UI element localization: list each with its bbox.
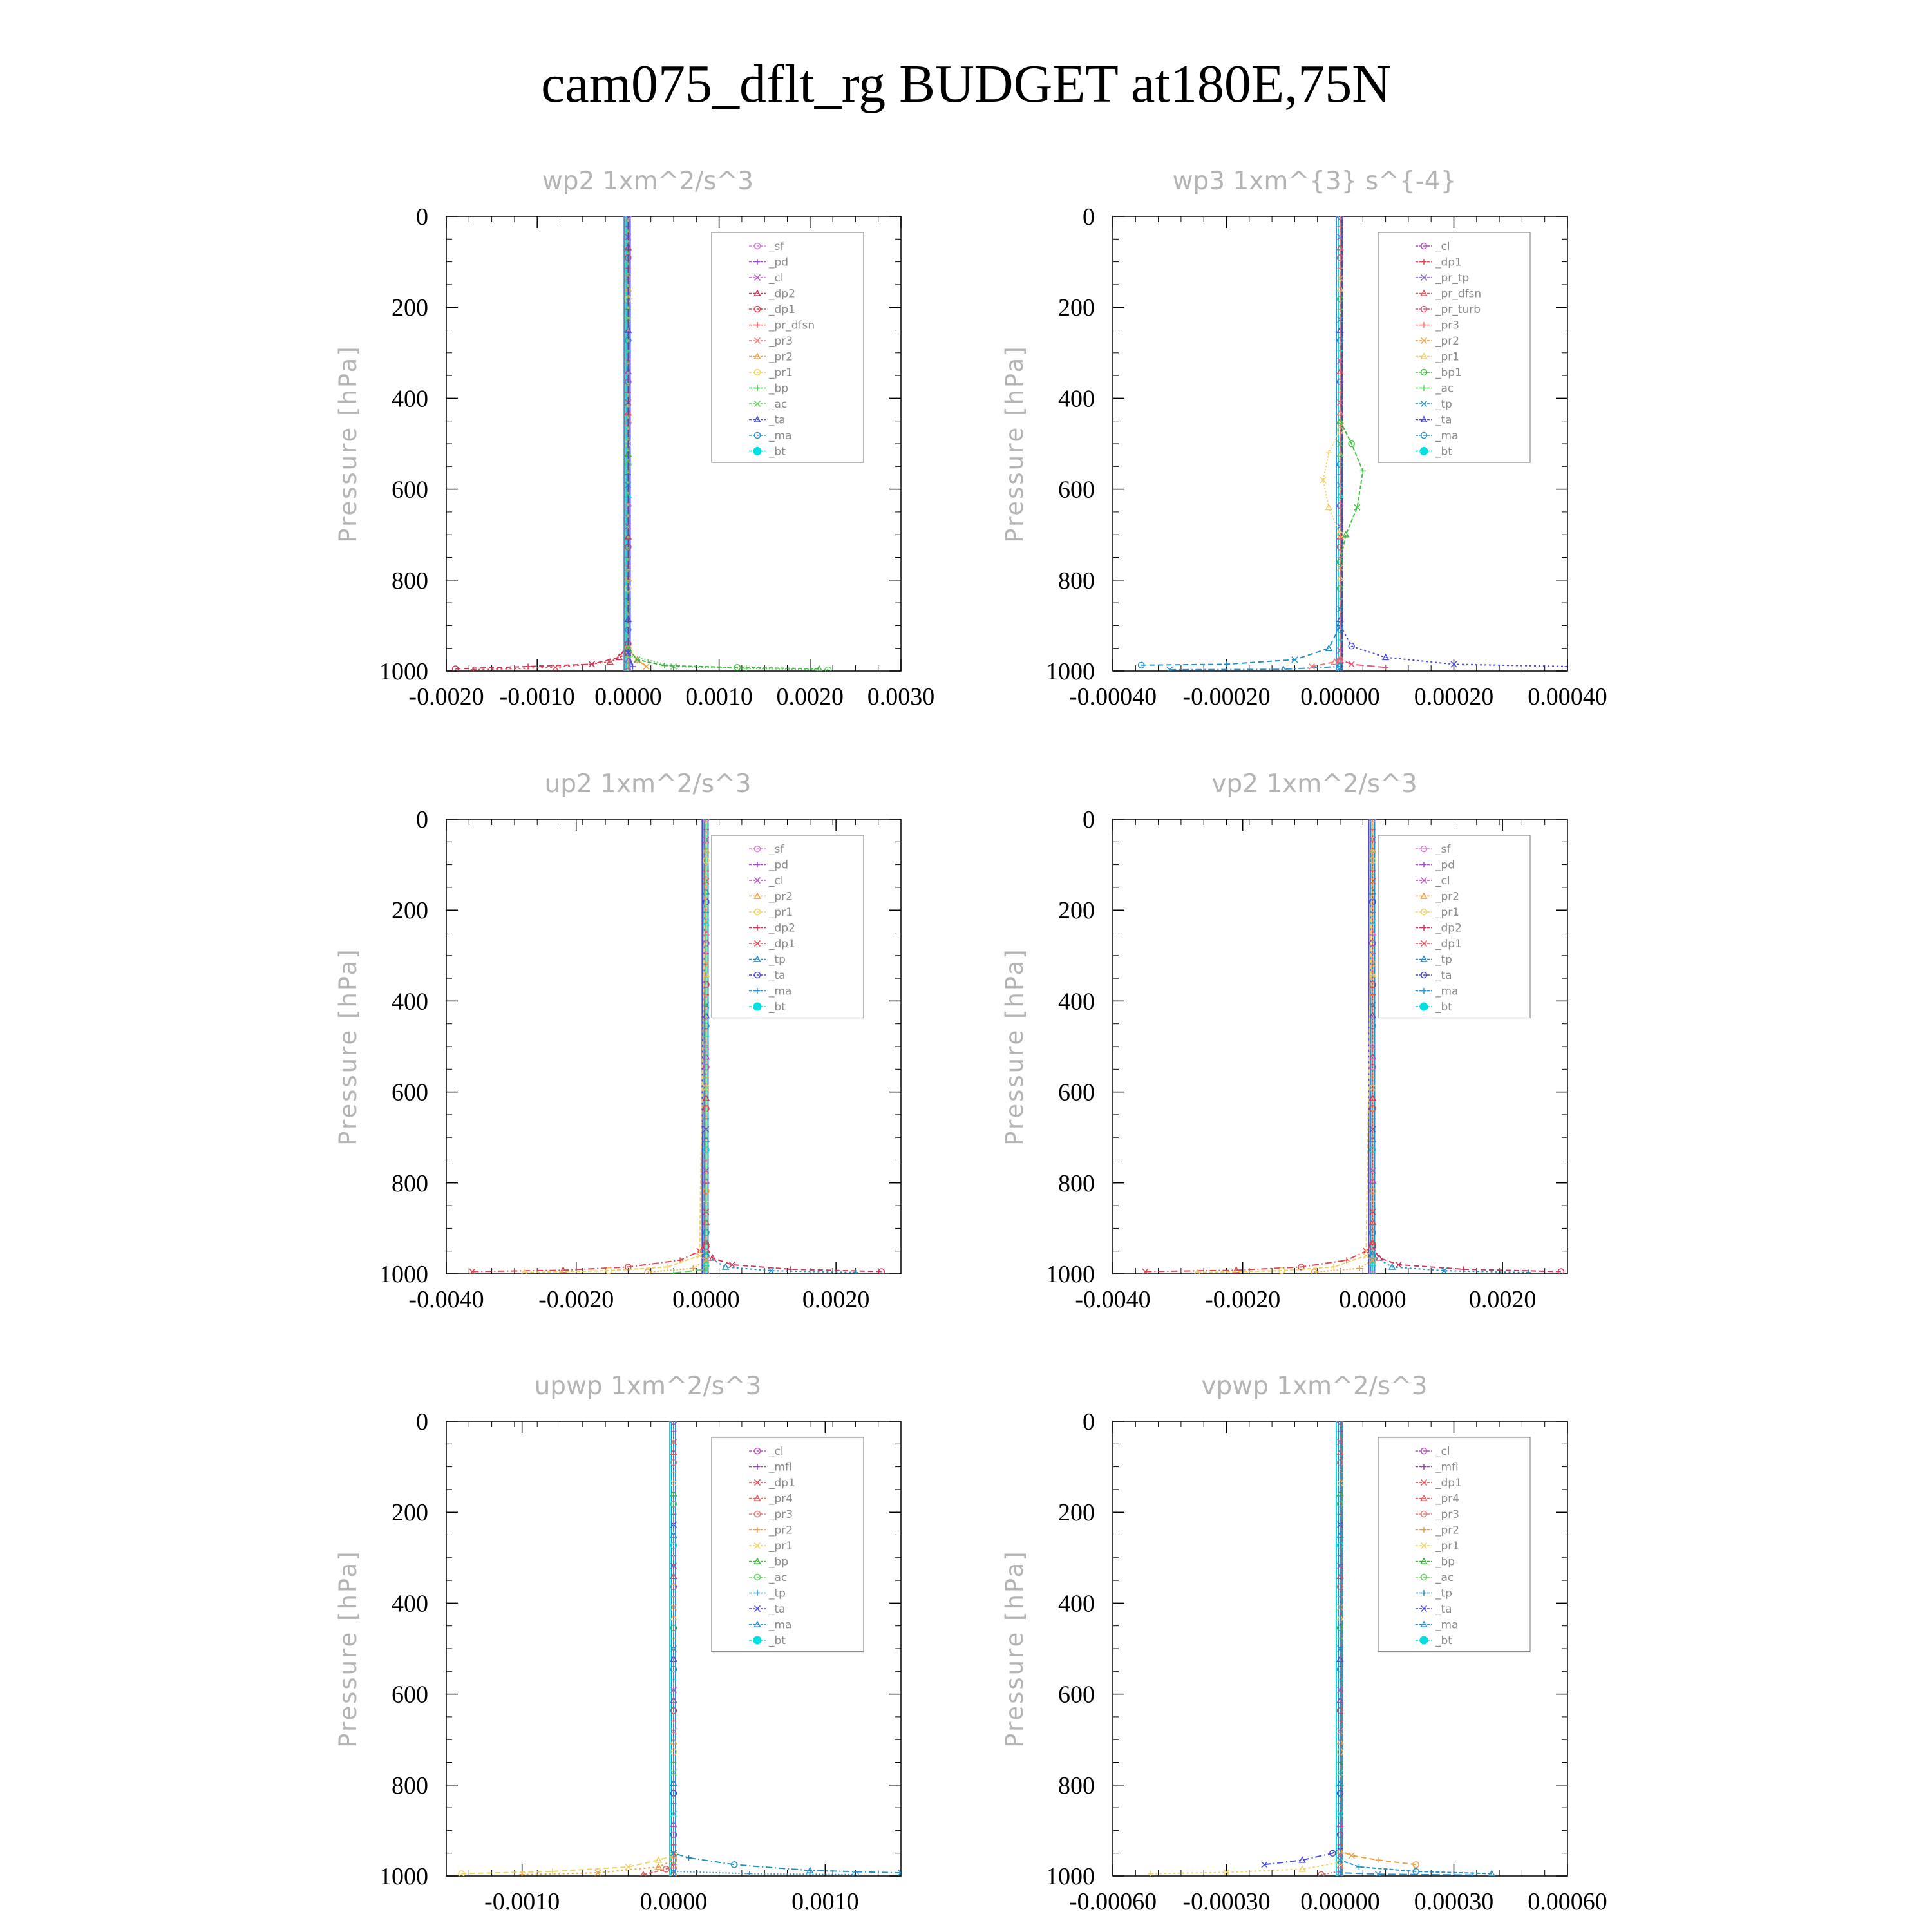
legend-label: _ma xyxy=(769,430,792,442)
legend-label: _pr4 xyxy=(769,1492,793,1506)
x-tick-label: 0.0010 xyxy=(791,1888,859,1915)
legend-swatch-marker xyxy=(753,1636,761,1644)
y-tick-label: 1000 xyxy=(379,1863,428,1890)
y-tick-label: 800 xyxy=(1058,1772,1095,1799)
legend-label: _tp xyxy=(769,1587,786,1600)
legend-label: _ac xyxy=(1435,382,1454,395)
x-tick-label: -0.00060 xyxy=(1068,1888,1157,1915)
series-marker xyxy=(1331,1264,1336,1270)
y-axis-label: Pressure [hPa] xyxy=(334,345,362,543)
series-marker xyxy=(661,663,667,668)
legend-label: _mfl xyxy=(1435,1461,1459,1474)
series-marker xyxy=(671,1270,677,1276)
x-tick-label: 0.0000 xyxy=(639,1888,708,1915)
x-tick-label: 0.0020 xyxy=(802,1286,870,1313)
legend-label: _cl xyxy=(769,875,784,887)
legend-label: _dp1 xyxy=(1435,256,1462,269)
y-tick-label: 600 xyxy=(1058,476,1095,504)
x-tick-label: 0.0010 xyxy=(685,683,753,710)
y-tick-label: 400 xyxy=(392,988,428,1016)
legend-label: _bt xyxy=(1435,1634,1452,1647)
legend-label: _mfl xyxy=(769,1461,792,1474)
y-axis-label: Pressure [hPa] xyxy=(334,947,362,1146)
series-line-pr2 xyxy=(648,819,706,1272)
page-title: cam075_dflt_rg BUDGET at180E,75N xyxy=(541,54,1391,114)
series-marker xyxy=(1383,665,1388,670)
chart-panel-2 xyxy=(1001,167,1607,710)
chart-panel-5 xyxy=(334,1372,904,1915)
x-tick-label: -0.0040 xyxy=(1075,1286,1151,1313)
x-tick-label: -0.00040 xyxy=(1068,683,1157,710)
legend-label: _pr3 xyxy=(1435,1508,1460,1521)
legend-label: _dp1 xyxy=(769,1477,795,1490)
chart-panel-6 xyxy=(1001,1372,1607,1915)
y-tick-label: 800 xyxy=(392,1170,428,1197)
series-marker xyxy=(1224,661,1229,667)
legend-swatch-marker xyxy=(753,448,761,455)
series-line-pr1 xyxy=(1197,819,1372,1273)
y-tick-label: 200 xyxy=(392,897,428,925)
y-tick-label: 0 xyxy=(1083,204,1095,231)
x-tick-label: 0.0000 xyxy=(1339,1286,1406,1313)
y-tick-label: 1000 xyxy=(1046,1863,1095,1890)
series-line-pr1 xyxy=(524,819,706,1273)
legend-label: _ta xyxy=(769,969,786,982)
y-tick-label: 200 xyxy=(392,294,428,322)
legend-swatch-marker xyxy=(1420,448,1428,455)
legend-label: _pr2 xyxy=(769,1524,793,1537)
x-tick-label: 0.00000 xyxy=(1300,1888,1380,1915)
legend-label: _dp2 xyxy=(769,922,795,935)
legend-label: _pr1 xyxy=(1435,906,1460,919)
x-tick-label: 0.0020 xyxy=(776,683,844,710)
legend-label: _pr1 xyxy=(769,1540,793,1553)
legend-label: _ac xyxy=(769,1571,788,1584)
x-tick-label: -0.0040 xyxy=(408,1286,484,1313)
y-tick-label: 200 xyxy=(392,1499,428,1527)
legend-label: _pr2 xyxy=(1435,1524,1460,1537)
legend-label: _pr2 xyxy=(1435,335,1460,348)
legend-label: _bt xyxy=(1435,445,1452,459)
series-line-dp1 xyxy=(472,819,706,1272)
series-marker xyxy=(1375,1857,1381,1863)
legend-label: _bp xyxy=(769,382,789,395)
legend-label: _bt xyxy=(769,445,786,459)
x-tick-label: -0.0020 xyxy=(538,1286,614,1313)
y-tick-label: 200 xyxy=(1058,897,1095,925)
legend-label: _pr1 xyxy=(769,366,793,379)
x-tick-label: 0.00040 xyxy=(1528,683,1607,710)
y-tick-label: 0 xyxy=(416,806,428,833)
legend-label: _pr_turb xyxy=(1435,303,1481,316)
series-marker xyxy=(1349,661,1354,667)
legend-label: _sf xyxy=(769,240,784,253)
series-line-tp xyxy=(1141,216,1340,665)
y-axis-label: Pressure [hPa] xyxy=(1001,345,1028,543)
y-tick-label: 400 xyxy=(1058,988,1095,1016)
y-tick-label: 1000 xyxy=(379,1261,428,1288)
legend-label: _ac xyxy=(769,398,788,411)
series-marker xyxy=(1360,468,1366,474)
y-tick-label: 0 xyxy=(416,1408,428,1435)
y-axis-label: Pressure [hPa] xyxy=(1001,947,1028,1146)
y-tick-label: 600 xyxy=(1058,1079,1095,1106)
legend-label: _cl xyxy=(769,1445,784,1458)
series-marker xyxy=(1383,654,1388,659)
y-tick-label: 1000 xyxy=(379,658,428,685)
series-line-pr4 xyxy=(643,1421,674,1875)
y-tick-label: 0 xyxy=(416,204,428,231)
legend-label: _pd xyxy=(769,858,789,872)
legend-label: _cl xyxy=(1435,240,1450,253)
panel-title: wp2 1xm^2/s^3 xyxy=(542,167,754,196)
chart-panel-4 xyxy=(1001,770,1567,1313)
series-marker xyxy=(656,1857,661,1862)
series-marker xyxy=(1326,645,1332,650)
x-tick-label: -0.00020 xyxy=(1182,683,1271,710)
legend-swatch-marker xyxy=(753,1003,761,1010)
legend-label: _pr2 xyxy=(769,890,793,904)
series-marker xyxy=(1326,450,1332,456)
y-tick-label: 400 xyxy=(1058,1590,1095,1618)
y-tick-label: 0 xyxy=(1083,1408,1095,1435)
series-line-pr1 xyxy=(462,1421,674,1874)
legend-label: _cl xyxy=(1435,1445,1450,1458)
y-tick-label: 600 xyxy=(1058,1681,1095,1709)
panel-title: up2 1xm^2/s^3 xyxy=(544,770,752,799)
x-tick-label: 0.00020 xyxy=(1414,683,1494,710)
legend-label: _dp1 xyxy=(1435,938,1462,951)
legend-label: _dp2 xyxy=(1435,922,1462,935)
legend-label: _ta xyxy=(769,1603,786,1616)
legend-label: _cl xyxy=(1435,875,1450,887)
y-tick-label: 0 xyxy=(1083,806,1095,833)
y-tick-label: 800 xyxy=(1058,567,1095,594)
legend-label: _pr2 xyxy=(769,350,793,364)
chart-panel-1 xyxy=(334,167,934,710)
series-marker xyxy=(553,665,558,670)
legend-label: _ta xyxy=(769,413,786,427)
legend-label: _bp1 xyxy=(1435,366,1462,379)
legend-label: _pr_dfsn xyxy=(1435,287,1482,301)
legend-label: _bt xyxy=(1435,1001,1452,1014)
legend-label: _pr3 xyxy=(769,1508,793,1521)
y-axis-label: Pressure [hPa] xyxy=(1001,1549,1028,1748)
series-marker xyxy=(664,1264,670,1270)
legend-label: _pr4 xyxy=(1435,1492,1460,1506)
y-tick-label: 400 xyxy=(392,1590,428,1618)
legend-label: _dp1 xyxy=(769,303,795,316)
legend-label: _sf xyxy=(1435,843,1451,856)
series-line-dp2 xyxy=(455,216,628,669)
legend-label: _ma xyxy=(1435,985,1459,998)
legend-label: _pd xyxy=(769,256,789,269)
legend-label: _sf xyxy=(769,843,784,856)
legend-label: _bt xyxy=(769,1001,786,1014)
series-line-dp1 xyxy=(1145,819,1372,1272)
y-tick-label: 800 xyxy=(392,567,428,594)
x-tick-label: -0.0020 xyxy=(408,683,484,710)
series-line-dp1 xyxy=(473,216,628,670)
series-line-pr4 xyxy=(1321,1421,1340,1875)
legend-label: _pr1 xyxy=(1435,1540,1460,1553)
legend-label: _pd xyxy=(1435,858,1455,872)
legend-label: _cl xyxy=(769,272,784,285)
y-tick-label: 800 xyxy=(1058,1170,1095,1197)
x-tick-label: -0.0020 xyxy=(1205,1286,1281,1313)
legend-label: _ta xyxy=(1435,969,1452,982)
series-marker xyxy=(826,667,831,672)
legend-swatch-marker xyxy=(1420,1636,1428,1644)
series-marker xyxy=(729,1262,735,1267)
x-tick-label: 0.0020 xyxy=(1468,1286,1537,1313)
y-tick-label: 1000 xyxy=(1046,658,1095,685)
legend-label: _bt xyxy=(769,1634,786,1647)
legend-swatch-marker xyxy=(1420,1003,1428,1010)
y-tick-label: 1000 xyxy=(1046,1261,1095,1288)
series-marker xyxy=(1318,1871,1324,1877)
x-tick-label: 0.0030 xyxy=(867,683,935,710)
y-tick-label: 400 xyxy=(392,385,428,413)
legend-label: _dp2 xyxy=(769,287,795,301)
series-line-ta xyxy=(1264,1421,1340,1864)
x-tick-label: -0.0010 xyxy=(484,1888,560,1915)
x-tick-label: 0.00030 xyxy=(1414,1888,1494,1915)
panel-title: vp2 1xm^2/s^3 xyxy=(1211,770,1417,799)
series-line-ac xyxy=(674,819,706,1273)
y-tick-label: 200 xyxy=(1058,294,1095,322)
legend-label: _pr3 xyxy=(1435,319,1460,332)
chart-panel-3 xyxy=(334,770,901,1313)
legend-label: _pr1 xyxy=(1435,350,1460,364)
x-tick-label: 0.00060 xyxy=(1528,1888,1607,1915)
y-axis-label: Pressure [hPa] xyxy=(334,1549,362,1748)
series-line-pr2 xyxy=(522,1421,674,1875)
legend-label: _ma xyxy=(769,1618,792,1632)
legend-label: _dp1 xyxy=(1435,1477,1462,1490)
legend-label: _ma xyxy=(769,985,792,998)
series-marker xyxy=(1565,663,1571,669)
legend-label: _ac xyxy=(1435,1571,1454,1584)
legend-label: _pr3 xyxy=(769,335,793,348)
legend-label: _bp xyxy=(769,1555,789,1569)
y-tick-label: 600 xyxy=(392,1079,428,1106)
x-tick-label: 0.0000 xyxy=(594,683,662,710)
legend-label: _tp xyxy=(1435,398,1452,411)
y-tick-label: 400 xyxy=(1058,385,1095,413)
x-tick-label: -0.0010 xyxy=(499,683,575,710)
legend-label: _pr2 xyxy=(1435,890,1460,904)
series-marker xyxy=(1356,1864,1362,1870)
legend-label: _tp xyxy=(1435,953,1452,967)
legend-label: _ma xyxy=(1435,430,1459,442)
legend-label: _tp xyxy=(769,953,786,967)
panel-title: wp3 1xm^{3} s^{-4} xyxy=(1172,167,1457,196)
legend-label: _bp xyxy=(1435,1555,1455,1569)
series-marker xyxy=(643,663,649,669)
legend-label: _pr_dfsn xyxy=(769,319,815,332)
panel-title: vpwp 1xm^2/s^3 xyxy=(1201,1372,1428,1401)
x-tick-label: 0.00000 xyxy=(1300,683,1380,710)
series-marker xyxy=(743,665,749,671)
legend-label: _pr1 xyxy=(769,906,793,919)
legend-label: _ta xyxy=(1435,413,1452,427)
legend-label: _tp xyxy=(1435,1587,1452,1600)
y-tick-label: 600 xyxy=(392,476,428,504)
y-tick-label: 200 xyxy=(1058,1499,1095,1527)
legend-label: _ta xyxy=(1435,1603,1452,1616)
series-marker xyxy=(686,1855,692,1861)
series-line-ma xyxy=(1170,216,1340,670)
series-line-pr2 xyxy=(1314,819,1373,1272)
legend-label: _ma xyxy=(1435,1618,1459,1632)
legend-label: _dp1 xyxy=(769,938,795,951)
x-tick-label: 0.0000 xyxy=(672,1286,740,1313)
panel-title: upwp 1xm^2/s^3 xyxy=(534,1372,762,1401)
legend-label: _pr_tp xyxy=(1435,272,1470,285)
y-tick-label: 600 xyxy=(392,1681,428,1709)
y-tick-label: 800 xyxy=(392,1772,428,1799)
series-line-pr1 xyxy=(1151,1421,1340,1874)
x-tick-label: -0.00030 xyxy=(1182,1888,1271,1915)
